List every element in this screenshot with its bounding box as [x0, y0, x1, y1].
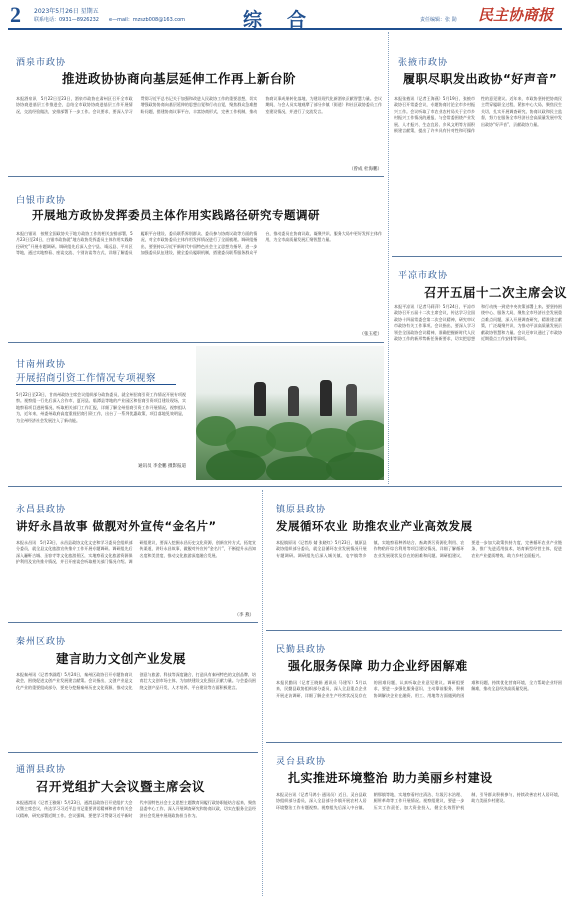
article-body: 本报民勤讯（记者王晓娟 通讯员 马建军）5月以来，民勤县政协组织部分委员，深入全县重点企业开展走访调研，详细了解企业生产经营状况及存在的困难问题，认真听取企业意见建议。调研组要求，要进一步强化服务意识，主动靠前服务，积极协调解决企业在融资、用工、用地等方面遇到的困难和问题，持续优化营商环境，全力帮助企业纾困解难，推动全县经济高质量发展。: [276, 680, 562, 698]
article-body: 本报秦州讯（记者李淑霞）5月24日，秦州区政协召开专题协商议政会，围绕促进文创产业发展建言献策。会议指出，文创产业是文化产业的重要组成部分，要充分挖掘秦州历史文化资源，推动文化创意与旅游、科技等深度融合，打造具有秦州特色的文创品牌，培育壮大文创市场主体，为加快建设文化强区贡献力量。与会委员围绕文创产品开发、人才培养、平台建设等方面积极建言。: [16, 672, 256, 690]
masthead-logo: 民主协商报: [478, 8, 554, 24]
article-headline: 开展地方政协发挥委员主体作用实践路径研究专题调研: [32, 208, 320, 222]
section-rule: [8, 486, 562, 487]
editor-line: 责任编辑：张 勋: [420, 17, 457, 23]
date-line: 2023年5月26日 星期五: [34, 8, 99, 15]
contact-line: 联系电话：0931—8926232 e—mail：mzszb008@163.com: [34, 17, 186, 23]
article-body: 本报镇原讯（记者苏 婧 张晓红）5月23日，镇原县政协组织部分委员，就全县循环农业发展情况开展专题调研。调研组先后深入城关镇、屯字镇等乡镇，实地察看种养结合、畜禽粪污资源化利用、农作物秸秆综合利用等项目建设情况，详细了解循环农业发展现状及存在的困难和问题。调研组建议，要进一步加大政策扶持力度，完善循环农业产业链条，推广先进适用技术，培育新型经营主体，促进农业产业提质增效，助力乡村全面振兴。: [276, 540, 562, 558]
article-kicker: 永昌县政协: [16, 505, 67, 515]
article-author: （曾成 杜海鹏）: [349, 167, 382, 172]
article-headline: 扎实推进环境整治 助力美丽乡村建设: [288, 771, 493, 785]
article-author: （李 燕）: [234, 613, 254, 618]
article-body: 本报酒泉讯 5月22日至23日，酒泉市政协在肃州区召开全市政协协商进基层工作推进会，总结全市政协协商进基层工作开展情况，交流经验做法，安排部署下一步工作。会议要求，要深入学习贯彻习近平总书记关于加强和改进人民政协工作的重要思想，切实增强政协协商向基层延伸的思想自觉和行动自觉，聚焦群众急难愁盼问题，搭建协商议事平台，丰富协商形式，完善工作机制，推动协商议事成果转化落地，为建设现代化新酒泉贡献智慧力量。会议期间，与会人员实地观摩了部分乡镇（街道）和社区政协委员工作室建设情况，并进行了交流发言。: [16, 96, 382, 114]
article-kicker: 甘南州政协: [16, 360, 67, 370]
section-rule: [266, 630, 562, 631]
article-body: 本报白银讯 按照全国政协关于地方政协工作的相关安排部署，5月23日至24日，白银市政协就“地方政协发挥委员主体作用实践路径研究”开展专题调研。调研组先后深入会宁县、靖远县、平川区等地，通过实地察看、座谈交流、个别访谈等方式，详细了解委员履职平台建设、委员联系界别群众、委员参与协商议政等方面的情况，对全市政协委员主体作用发挥情况进行了全面梳理。调研组指出，要坚持以习近平新时代中国特色社会主义思想为指导，进一步加强委员队伍建设，健全委员履职机制，搭建委员联系服务群众平台，推动委员在协商议政、凝聚共识、服务大局中更好发挥主体作用，为全市高质量发展汇聚智慧力量。: [16, 231, 382, 256]
article-headline: 建言助力文创产业发展: [56, 651, 187, 666]
headline-underline: [16, 384, 176, 385]
greenhouse-photo: [196, 346, 384, 480]
article-body: 本报永昌讯 5月23日，永昌县政协文化文史和学习委员会组织部分委员，就全县文化旅游宣传推介工作开展专题调研。调研组先后深入骊靬古城、圣容寺等文化旅游景区，实地察看文化旅游资源保护利用及宣传推介情况，并召开座谈会听取相关部门情况介绍。调研组建议，要深入挖掘永昌历史文化资源，创新宣传方式，拓宽宣传渠道，讲好永昌故事，做靓对外宣传“金名片”，不断提升永昌知名度和美誉度，推动文化旅游深度融合发展。: [16, 540, 256, 565]
article-headline: 讲好永昌故事 做靓对外宣传“金名片”: [16, 519, 217, 533]
page-number: 2: [10, 2, 21, 27]
article-kicker: 白银市政协: [16, 196, 67, 206]
section-rule: [8, 752, 258, 753]
article-body: 本报灵台讯（记者马鸿小 通讯员）近日，灵台县政协组织部分委员，深入全县部分乡镇开展农村人居环境整治工作专题视察。视察组先后深入中台镇、朝那镇等地，实地察看村庄清洁、垃圾污水治理、厕所革命等工作开展情况。视察组建议，要进一步压实工作责任，加大资金投入，健全长效管护机制，引导群众积极参与，持续改善农村人居环境，助力美丽乡村建设。: [276, 792, 562, 810]
article-headline: 履职尽职发出政协“好声音”: [403, 72, 558, 86]
article-headline: 开展招商引资工作情况专项视察: [16, 373, 157, 384]
article-kicker: 张掖市政协: [398, 58, 449, 68]
article-body: 本报张掖讯（记者王海燕）5月19日，张掖市政协召开常委会议，专题协商讨论全市乡村振兴工作。会议听取了市农业农村局关于全市乡村振兴工作情况的通报，与会常委围绕产业发展、人才振兴、生态宜居、乡风文明等方面积极建言献策，提出了许多具有针对性和可操作性的意见建议。近年来，市政协坚持把协商民主贯穿履职全过程，紧扣中心大局，聚焦民生关切，扎实开展调查研究、协商议政和民主监督，努力在服务全市经济社会高质量发展中发出政协“好声音”，贡献政协力量。: [394, 96, 562, 134]
article-body: 本报平凉讯（记者马莉萍）5月24日，平凉市政协召开五届十二次主席会议，传达学习全国政协十四届常委会第二次会议精神，研究审议市政协有关工作事项。会议指出，要深入学习领会全国政协会议精神，准确把握新时代人民政协工作的新形势新任务新要求，切实把思想和行动统一到党中央决策部署上来。要坚持围绕中心、服务大局，聚焦全市经济社会发展重点难点问题，深入开展调查研究，精准建言献策，广泛凝聚共识，为推动平凉高质量发展贡献政协智慧和力量。会议还审议通过了市政协近期重点工作安排等事项。: [394, 304, 562, 342]
article-kicker: 平凉市政协: [398, 271, 449, 281]
section-title: 综 合: [243, 9, 310, 31]
photo-credit: 通讯员 李金鹏 摄影报道: [138, 464, 186, 469]
section-rule: [8, 176, 384, 177]
article-kicker: 秦州区政协: [16, 637, 67, 647]
column-divider: [262, 490, 263, 896]
header-rule: [8, 28, 562, 30]
section-rule: [392, 256, 562, 257]
article-headline: 召开五届十二次主席会议: [424, 285, 568, 300]
article-headline: 召开党组扩大会议暨主席会议: [36, 779, 206, 794]
article-headline: 发展循环农业 助推农业产业高效发展: [276, 519, 473, 533]
column-divider: [388, 32, 389, 484]
article-headline: 推进政协协商向基层延伸工作再上新台阶: [62, 71, 297, 86]
section-rule: [266, 742, 562, 743]
article-kicker: 通渭县政协: [16, 765, 67, 775]
section-rule: [8, 342, 384, 343]
article-kicker: 灵台县政协: [276, 757, 327, 767]
article-kicker: 镇原县政协: [276, 505, 327, 515]
article-kicker: 民勤县政协: [276, 645, 327, 655]
photo-caption: 5月22日至23日，甘南州政协主席会议组织部分政协委员，就全州招商引资工作情况开展专项视察。视察组一行先后深入合作市、夏河县、临潭县等地的产业园区和招商引资项目建设现场，实地察看项目进展情况，听取相关部门工作汇报，详细了解全州招商引资工作开展情况。视察组认为，近年来，州委州政府高度重视招商引资工作，出台了一系列优惠政策，项目落地见效明显，为全州经济社会发展注入了新动能。: [16, 392, 186, 423]
section-rule: [8, 622, 258, 623]
article-kicker: 酒泉市政协: [16, 58, 67, 68]
article-headline: 强化服务保障 助力企业纾困解难: [288, 659, 468, 673]
article-body: 本报通渭讯（记者王雅娟）5月23日，通渭县政协召开党组扩大会议暨主席会议，传达学习习近平总书记重要讲话精神和省市有关会议精神，研究部署近期工作。会议强调，要把学习贯彻习近平新时代中国特色社会主义思想主题教育同履行政协职能结合起来，聚焦县委中心工作，深入开展调查研究和协商议政，切实在服务全县经济社会发展中展现政协担当作为。: [16, 800, 256, 818]
article-author: （张玉桂）: [359, 332, 382, 337]
